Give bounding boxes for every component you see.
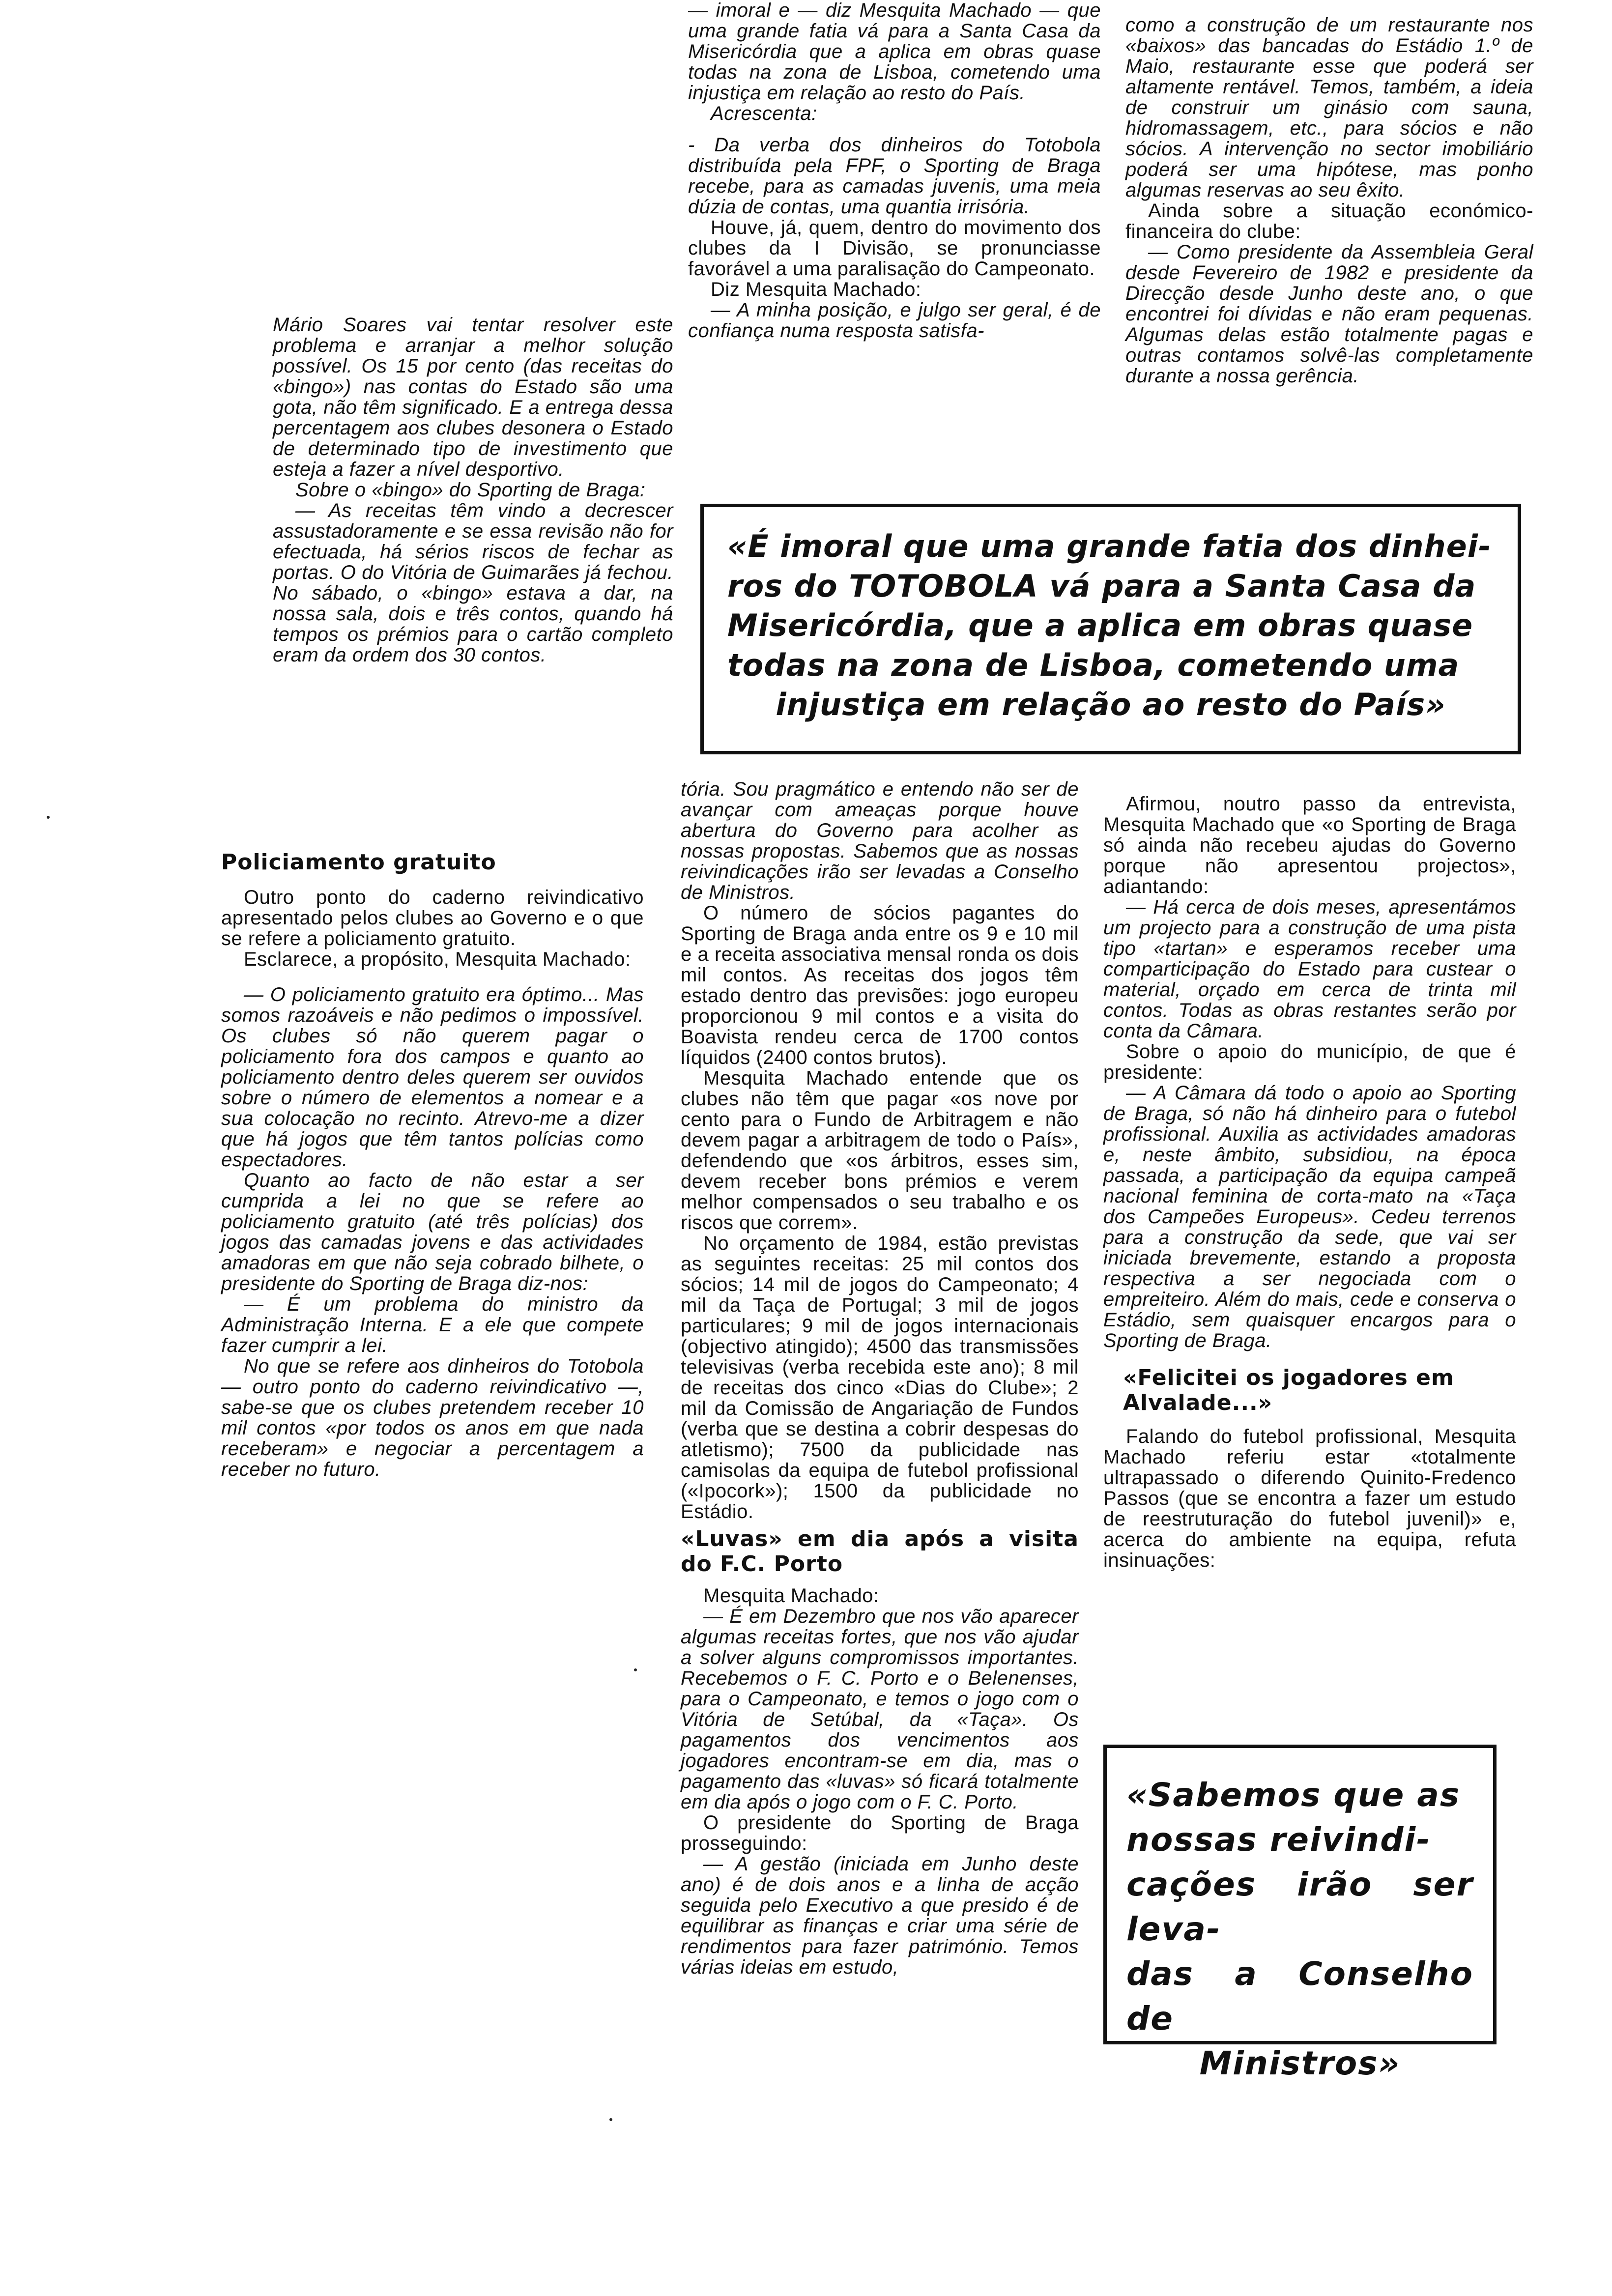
paragraph: Mário Soares vai tentar resolver este problema e arranjar a melhor solução possível. Os 15 por cento (das receitas do «bingo») nas contas do Estado são uma gota, não têm significado. E a entrega dessa percentagem aos clubes desonera o Estado de determinado tipo de investimento que esteja a fazer a nível desportivo. xyxy=(273,314,673,480)
quote-line: Misericórdia, que a aplica em obras quase xyxy=(727,607,1473,644)
scan-speck xyxy=(634,1668,637,1671)
paragraph: O número de sócios pagantes do Sporting de Braga anda entre os 9 e 10 mil e a receita associativa mensal ronda os dois mil contos. As receitas dos jogos têm estado dentro das previsões: jogo europeu proporcionou 9 mil contos e a visita do Boavista rendeu cerca de 1700 contos líquidos (2400 contos brutos). xyxy=(681,902,1079,1068)
column-3-top xyxy=(1125,15,1533,386)
paragraph: como a construção de um restaurante nos «baixos» das bancadas do Estádio 1.º de Maio, restaurante esse que poderá ser altamente rentável. Temos, também, a ideia de construir um ginásio com sauna, hidromassagem, etc., para sócios e não sócios. A intervenção no sector imobiliário poderá ser uma hipótese, mas ponho algumas reservas ao seu êxito. xyxy=(1125,14,1533,201)
paragraph: — imoral e — diz Mesquita Machado — que uma grande fatia vá para a Santa Casa da Misericórdia que a aplica em obras quase todas na zona de Lisboa, cometendo uma injustiça em relação ao resto do País. xyxy=(688,0,1101,104)
paragraph: Diz Mesquita Machado: xyxy=(711,279,921,300)
column-1-upper xyxy=(273,315,673,665)
column-2-bottom xyxy=(681,779,1079,1978)
quote-line: «É imoral que uma grande fatia dos dinhei- xyxy=(727,528,1492,564)
paragraph: — Há cerca de dois meses, apresentámos um projecto para a construção de uma pista tipo «tartan» e esperamos receber uma comparticipação do Estado para custear o material, orçado em cerca de trinta mil contos. Todas as obras restantes serão por conta da Câmara. xyxy=(1103,896,1516,1042)
quote-line: Ministros» xyxy=(1199,2044,1401,2083)
quote-line: das a Conselho de xyxy=(1126,1955,1473,2038)
paragraph: Esclarece, a propósito, Mesquita Machado: xyxy=(244,948,631,970)
quote-line: injustiça em relação ao resto do País» xyxy=(776,687,1446,723)
paragraph: Acrescenta: xyxy=(711,103,817,124)
paragraph: No que se refere aos dinheiros do Totobola — outro ponto do caderno reivindicativo —, sabe-se que os clubes pretendem receber 10 mil contos «por todos os anos em que nada receberam» e negociar a percentagem a receber no futuro. xyxy=(221,1355,644,1480)
paragraph: — O policiamento gratuito era óptimo... Mas somos razoáveis e não pedimos o impossível. Os clubes só não querem pagar o policiamento fora dos campos e quanto ao policiamento dentro deles querem ser ouvidos sobre o número de elementos a nomear e a sua colocação no recinto. Atrevo-me a dizer que há jogos que têm tantos polícias como espectadores. xyxy=(221,983,644,1171)
quote-line: nossas reivindi- xyxy=(1126,1821,1431,1859)
subhead-policiamento: Policiamento gratuito xyxy=(221,850,496,875)
paragraph: Quanto ao facto de não estar a ser cumprida a lei no que se refere ao policiamento gratuito (até três polícias) dos jogos das camadas jovens e das actividades amadoras em que não seja cobrado bilhete, o presidente do Sporting de Braga diz-nos: xyxy=(221,1169,644,1294)
paragraph: No orçamento de 1984, estão previstas as seguintes receitas: 25 mil contos dos sócios; 14 mil de jogos do Campeonato; 4 mil da Taça de Portugal; 3 mil de jogos particulares; 9 mil de jogos internacionais (objectivo atingido); 4500 das transmissões televisivas (verba recebida este ano); 8 mil de receitas dos cinco «Dias do Clube»; 2 mil da Comissão de Angariação de Fundos (verba que se destina a cobrir despesas do atletismo); 7500 da publicidade nas camisolas da equipa de futebol profissional («Ipocork»); 1500 da publicidade no Estádio. xyxy=(681,1233,1079,1522)
column-1-lower xyxy=(221,850,644,1480)
paragraph: — É em Dezembro que nos vão aparecer algumas receitas fortes, que nos vão ajudar a solver alguns compromissos importantes. Recebemos o F. C. Porto e o Belenenses, para o Campeonato, e temos o jogo com o Vitória de Setúbal, da «Taça». Os pagamentos dos vencimentos aos jogadores encontram-se em dia, mas o pagamento das «luvas» só ficará totalmente em dia após o jogo com o F. C. Porto. xyxy=(681,1606,1079,1813)
paragraph: tória. Sou pragmático e entendo não ser de avançar com ameaças porque houve abertura do Governo para acolher as nossas propostas. Sabemos que as nossas reivindicações irão ser levadas a Conselho de Ministros. xyxy=(681,778,1079,903)
subhead-felicitei: «Felicitei os jogadores em Alvalade...» xyxy=(1123,1365,1454,1415)
paragraph: O presidente do Sporting de Braga prosseguindo: xyxy=(681,1812,1079,1855)
subhead-luvas: «Luvas» em dia após a visita do F.C. Porto xyxy=(681,1526,1079,1577)
paragraph: Sobre o apoio do município, de que é presidente: xyxy=(1103,1041,1516,1083)
column-2-top xyxy=(688,0,1101,341)
paragraph: Afirmou, noutro passo da entrevista, Mesquita Machado que «o Sporting de Braga só ainda não recebeu ajudas do Governo porque não apresentou projectos», adiantando: xyxy=(1103,793,1516,897)
pull-quote-conselho xyxy=(1103,1745,1497,2083)
quote-line: cações irão ser leva- xyxy=(1126,1866,1473,1949)
paragraph: — Como presidente da Assembleia Geral desde Fevereiro de 1982 e presidente da Direcção desde Junho deste ano, o que encontrei foi dívidas e não eram pequenas. Algumas delas estão totalmente pagas e outras contamos solvê-las completamente durante a nossa gerência. xyxy=(1125,241,1533,387)
paragraph: Outro ponto do caderno reivindicativo apresentado pelos clubes ao Governo e o que se refere a policiamento gratuito. xyxy=(221,886,644,949)
paragraph: — É um problema do ministro da Administração Interna. E a ele que compete fazer cumprir a lei. xyxy=(221,1293,644,1356)
quote-line: todas na zona de Lisboa, cometendo uma xyxy=(727,647,1460,683)
paragraph: — A gestão (iniciada em Junho deste ano) é de dois anos e a linha de acção seguida pelo Executivo a que presido é de equilibrar as finanças e criar uma série de rendimentos para fazer património. Temos várias ideias em estudo, xyxy=(681,1853,1079,1979)
pull-quote-totobola xyxy=(700,504,1521,754)
paragraph: Houve, já, quem, dentro do movimento dos clubes da I Divisão, se pronunciasse favorável a uma paralisação do Campeonato. xyxy=(688,217,1101,280)
paragraph: Mesquita Machado: xyxy=(703,1585,879,1607)
paragraph: Mesquita Machado entende que os clubes não têm que pagar «os nove por cento para o Fundo de Arbitragem e não devem pagar a arbitragem de todo o País», defendendo que «os árbitros, esses sim, devem receber bons prémios e verem melhor compensados o seu trabalho e os riscos que correm». xyxy=(681,1067,1079,1234)
paragraph: Ainda sobre a situação económico-financeira do clube: xyxy=(1125,200,1533,242)
paragraph: — A Câmara dá todo o apoio ao Sporting de Braga, só não há dinheiro para o futebol profissional. Auxilia as actividades amadoras e, neste âmbito, subsidiou, na época passada, a participação da equipa campeã nacional feminina de corta-mato na «Taça dos Campeões Europeus». Cedeu terrenos para a construção da sede, que vai ser iniciada brevemente, estando a proposta respectiva a ser negociada com o empreiteiro. Além do mais, cede e conserva o Estádio, sem quaisquer encargos para o Sporting de Braga. xyxy=(1103,1082,1516,1351)
column-3-bottom xyxy=(1103,794,1516,1571)
paragraph: Falando do futebol profissional, Mesquita Machado referiu estar «totalmente ultrapassado o diferendo Quinito-Fredenco Passos (que se encontra a fazer um estudo de reestruturação do futebol juvenil)» e, acerca do ambiente na equipa, refuta insinuações: xyxy=(1103,1426,1516,1572)
scan-speck xyxy=(609,2118,612,2121)
paragraph: - Da verba dos dinheiros do Totobola distribuída pela FPF, o Sporting de Braga recebe, para as camadas juvenis, uma meia dúzia de contas, uma quantia irrisória. xyxy=(688,134,1101,218)
paragraph: — As receitas têm vindo a decrescer assustadoramente e se essa revisão não for efectuada, há sérios riscos de fechar as portas. O do Vitória de Guimarães já fechou. No sábado, o «bingo» estava a dar, na nossa sala, dois e três contos, quando há tempos os prémios para o cartão completo eram da ordem dos 30 contos. xyxy=(273,500,673,666)
quote-line: ros do TOTOBOLA vá para a Santa Casa da xyxy=(727,568,1476,604)
paragraph: Sobre o «bingo» do Sporting de Braga: xyxy=(295,479,646,501)
scan-speck xyxy=(47,816,50,819)
paragraph: — A minha posição, e julgo ser geral, é de confiança numa resposta satisfa- xyxy=(688,299,1101,342)
quote-line: «Sabemos que as xyxy=(1126,1776,1461,1814)
